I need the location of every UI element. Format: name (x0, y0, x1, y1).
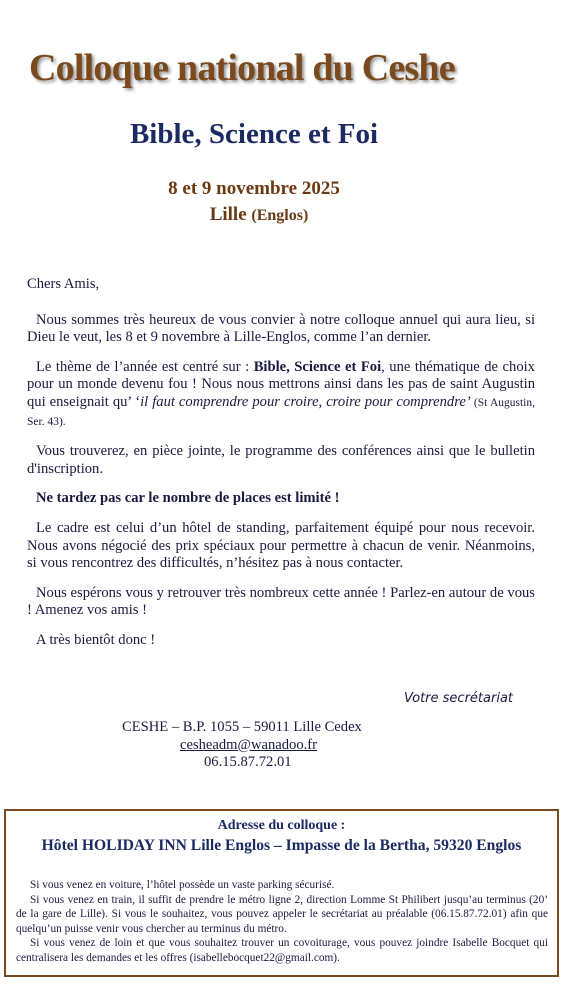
event-date: 8 et 9 novembre 2025 (168, 178, 340, 199)
theme-text: , une thématique de choix pour un monde devenu fou ! Nous nous mettrons ainsi dans les pas de saint Augustin qui enseignait qu’ ‘ (27, 358, 535, 410)
letter-body (27, 276, 535, 662)
paragraph-invitation: Nous sommes très heureux de vous convier à notre colloque annuel qui aura lieu, si Dieu le veut, les 8 et 9 novembre à Lille-Englos, comme l’an dernier. (27, 311, 535, 346)
theme-subtitle: Bible, Science et Foi (129, 118, 379, 150)
paragraph-theme (27, 359, 535, 431)
venue-box (4, 809, 559, 977)
contact-block (122, 719, 382, 772)
signature: Votre secrétariat (404, 691, 514, 706)
note-car: Si vous venez en voiture, l’hôtel possède un vaste parking sécurisé. (30, 879, 335, 891)
salutation: Chers Amis, (27, 276, 100, 292)
event-location (0, 204, 518, 226)
postal-address: CESHE – B.P. 1055 – 59011 Lille Cedex (122, 719, 362, 735)
event-city: Lille (209, 204, 247, 225)
venue-address: Hôtel HOLIDAY INN Lille Englos – Impasse de la Bertha, 59320 Englos (41, 837, 522, 854)
venue-heading: Adresse du colloque : (217, 818, 346, 833)
phone-number: 06.15.87.72.01 (204, 754, 292, 770)
paragraph-closing: A très bientôt donc ! (36, 631, 156, 648)
venue-notes (16, 878, 548, 965)
event-city-detail: (Englos) (251, 207, 309, 224)
quote-citation: (St Augustin, Ser. 43). (27, 396, 535, 428)
page-title: Colloque national du Ceshe (29, 47, 455, 89)
paragraph-attachments: Vous trouverez, en pièce jointe, le programme des conférences ainsi que le bulletin d'inscription. (27, 443, 535, 477)
paragraph-venue: Le cadre est celui d’un hôtel de standing, parfaitement équipé pour nous recevoir. Nous avons négocié des prix spéciaux pour permettre à chacun de venir. Néanmoins, si vous rencontrez des difficultés, n’hésitez pas à nous contacter. (27, 519, 535, 572)
paragraph-hope: Nous espérons vous y retrouver très nombreux cette année ! Parlez-en autour de vous ! Amenez vos amis ! (27, 584, 535, 619)
augustine-quote: il faut comprendre pour croire, croire pour comprendre’ (140, 393, 471, 410)
email-link[interactable]: cesheadm@wanadoo.fr (180, 736, 318, 753)
theme-intro: Le thème de l’année est centré sur : (36, 358, 254, 375)
theme-name: Bible, Science et Foi (253, 358, 382, 375)
note-train: Si vous venez en train, il suffit de prendre le métro ligne 2, direction Lomme St Philibert jusqu’au terminus (20’ de la gare de Lille). Si vous le souhaitez, vous pouvez appeler le secrétariat au préalable (06.15.87.72.01) afin que quelqu’un puisse venir vous chercher au terminus du métro. (16, 893, 548, 935)
note-carpool: Si vous venez de loin et que vous souhaitez trouver un covoiturage, vous pouvez joindre Isabelle Bocquet qui centralisera les demandes et les offres (isabellebocquet22@gmail.com). (16, 937, 548, 964)
paragraph-limited-places: Ne tardez pas car le nombre de places est limité ! (36, 490, 340, 507)
